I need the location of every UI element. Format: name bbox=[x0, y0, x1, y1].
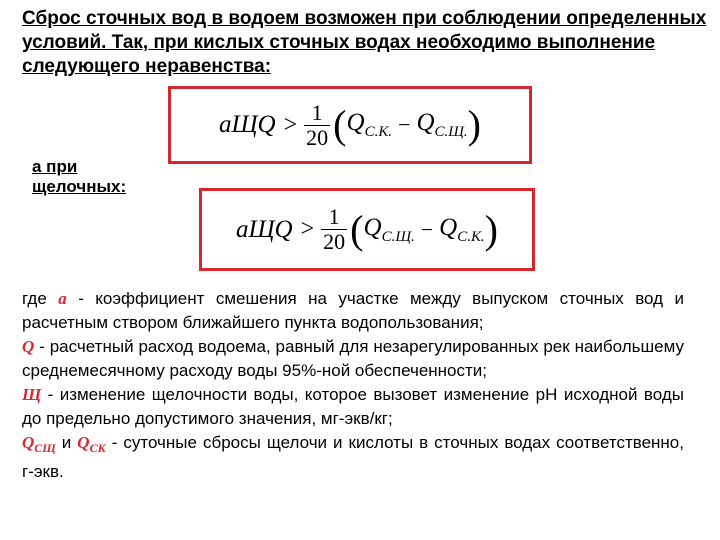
slide-heading: Сброс сточных вод в водоем возможен при соблюдении определенных условий. Так, при кислых сточных водах необходимо выполнение следующего неравенства: bbox=[22, 8, 707, 77]
q-term-2 bbox=[439, 214, 485, 246]
symbol-q-sk-letter: Q bbox=[77, 433, 90, 452]
q-term-2 bbox=[416, 109, 467, 141]
definition-q-text: - расчетный расход водоема, равный для незарегулированных рек наибольшему среднемесячному расходу воды 95%-ной обеспеченности; bbox=[22, 337, 684, 380]
alkaline-inequality-formula bbox=[202, 191, 532, 268]
q-term-1-subscript: С.К. bbox=[364, 124, 393, 140]
q-term-1 bbox=[364, 214, 415, 246]
definition-a-text: - коэффициент смешения на участке между выпуском сточных вод и расчетным створом ближайшего пункта водопользования; bbox=[22, 289, 684, 332]
fraction-numerator: 1 bbox=[311, 99, 323, 125]
q-term-1-symbol: Q bbox=[363, 213, 382, 241]
close-paren: ) bbox=[484, 206, 498, 252]
definition-qs bbox=[22, 431, 684, 484]
q-term-2-subscript: С.К. bbox=[457, 228, 485, 245]
fraction bbox=[321, 205, 347, 254]
formula-lhs: аЩQ bbox=[235, 215, 293, 243]
definitions-block bbox=[22, 287, 684, 484]
q-term-1-symbol: Q bbox=[346, 109, 365, 136]
greater-than-sign: > bbox=[300, 216, 315, 242]
open-paren: ( bbox=[333, 102, 347, 147]
minus-sign: − bbox=[398, 112, 411, 137]
acid-inequality-formula bbox=[171, 89, 529, 161]
q-term-2-symbol: Q bbox=[416, 109, 435, 136]
acid-inequality-box bbox=[168, 86, 532, 164]
definition-q bbox=[22, 335, 684, 383]
q-term-1 bbox=[347, 109, 393, 141]
minus-sign: − bbox=[420, 216, 434, 242]
definitions-intro: где bbox=[22, 289, 47, 308]
symbol-q: Q bbox=[22, 337, 35, 356]
symbol-a: а bbox=[58, 289, 67, 308]
fraction-denominator: 20 bbox=[306, 124, 329, 150]
q-term-1-subscript: С.Щ. bbox=[381, 228, 415, 245]
definition-qs-text: - суточные сбросы щелочи и кислоты в сточных водах соответственно, г-экв. bbox=[22, 433, 684, 481]
fraction-numerator: 1 bbox=[328, 204, 340, 229]
definition-a bbox=[22, 287, 684, 335]
symbol-shch: Щ bbox=[22, 385, 42, 404]
alkaline-inequality-box bbox=[199, 188, 535, 271]
alkaline-label: а при щелочных: bbox=[32, 157, 127, 196]
fraction bbox=[304, 101, 330, 150]
symbol-q-sk-subscript: СК bbox=[89, 441, 106, 455]
symbol-q-sshch bbox=[22, 433, 56, 455]
close-paren: ) bbox=[467, 102, 481, 147]
q-term-2-symbol: Q bbox=[439, 213, 458, 241]
formula-lhs: аЩQ bbox=[218, 111, 276, 138]
symbol-q-sshch-letter: Q bbox=[22, 433, 35, 452]
and-word: и bbox=[55, 433, 78, 452]
fraction-denominator: 20 bbox=[323, 229, 346, 254]
definition-shch bbox=[22, 383, 684, 431]
greater-than-sign: > bbox=[283, 111, 298, 138]
q-term-2-subscript: С.Щ. bbox=[434, 124, 468, 140]
symbol-q-sshch-subscript: СЩ bbox=[34, 441, 56, 455]
definition-shch-text: - изменение щелочности воды, которое вызовет изменение рН исходной воды до предельно допустимого значения, мг-экв/кг; bbox=[22, 385, 684, 428]
open-paren: ( bbox=[350, 206, 364, 252]
symbol-q-sk bbox=[77, 433, 106, 455]
